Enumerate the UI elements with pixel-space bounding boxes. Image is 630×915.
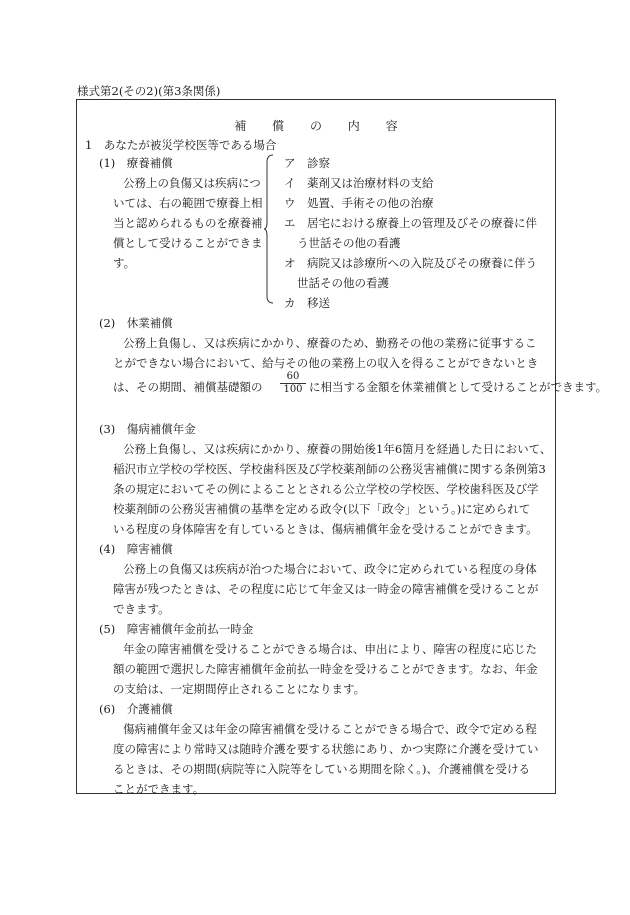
brace-icon (264, 154, 274, 304)
item6-line: 傷病補償年金又は年金の障害補償を受けることができる場合で、政令で定める程 (123, 722, 537, 736)
item4-line: 公務上の負傷又は疾病が治つた場合において、政令に定められている程度の身体 (123, 562, 537, 576)
item3-line: いる程度の身体障害を有しているときは、傷病補償年金を受けることができます。 (113, 522, 538, 536)
item1-desc-line: す。 (113, 256, 136, 270)
item-title-3: (3) 傷病補償年金 (99, 422, 196, 436)
item6-line: ことができます。 (113, 782, 205, 796)
item1-desc-line: いては、右の範囲で療養上相 (113, 196, 263, 210)
item-title-4: (4) 障害補償 (99, 542, 173, 556)
section-heading: 1 あなたが被災学校医等である場合 (85, 138, 277, 152)
content-frame (76, 99, 608, 796)
item2-line: 公務上負傷し、又は疾病にかかり、療養のため、勤務その他の業務に従事するこ (123, 336, 537, 350)
list-item: う世話その他の看護 (297, 236, 401, 250)
page-title: 補 償 の 内 容 (234, 119, 398, 133)
list-item: オ 病院又は診療所への入院及びその療養に伴う (284, 256, 537, 270)
item4-line: 障害が残つたときは、その程度に応じて年金又は一時金の障害補償を受けることが (113, 582, 539, 596)
list-item: イ 薬剤又は治療材料の支給 (284, 176, 434, 190)
list-item: 世話その他の看護 (297, 276, 389, 290)
fraction-numerator: 60 (280, 371, 306, 384)
item5-line: 年金の障害補償を受けることができる場合は、申出により、障害の程度に応じた (123, 642, 537, 656)
fraction-denominator: 100 (283, 384, 303, 395)
item1-desc-line: 当と認められるものを療養補 (113, 216, 263, 230)
fraction (280, 371, 306, 396)
item2-line: は、その期間、補償基礎額の (113, 380, 263, 394)
item1-desc-line: 償として受けることができま (113, 236, 263, 250)
item-title-5: (5) 障害補償年金前払一時金 (99, 622, 254, 636)
item3-line: 条の規定においてその例によることとされる公立学校の学校医、学校歯科医及び学 (113, 482, 539, 496)
item1-desc-line: 公務上の負傷又は疾病につ (123, 176, 261, 190)
item3-line: 稲沢市立学校の学校医、学校歯科医及び学校薬剤師の公務災害補償に関する条例第3 (113, 462, 546, 476)
list-item: ア 診察 (284, 156, 330, 170)
item3-line: 校薬剤師の公務災害補償の基準を定める政令(以下「政令」という。)に定められて (113, 502, 531, 516)
item5-line: 額の範囲で選択した障害補償年金前払一時金を受けることができます。なお、年金 (113, 662, 538, 676)
list-item: ウ 処置、手術その他の治療 (284, 196, 434, 210)
item6-line: るときは、その期間(病院等に入院等をしている期間を除く。)、介護補償を受ける (113, 762, 530, 776)
item2-line: とができない場合において、給与その他の業務上の収入を得ることができないとき (113, 356, 539, 370)
item-title-1: (1) 療養補償 (99, 156, 173, 170)
item3-line: 公務上負傷し、又は疾病にかかり、療養の開始後1年6箇月を経過した日において、 (123, 442, 552, 456)
item-title-2: (2) 休業補償 (99, 316, 173, 330)
list-item: カ 移送 (284, 296, 330, 310)
form-number: 様式第2(その2)(第3条関係) (77, 84, 221, 98)
list-item: エ 居宅における療養上の管理及びその療養に伴 (284, 216, 537, 230)
item5-line: の支給は、一定期間停止されることになります。 (113, 682, 366, 696)
item-title-6: (6) 介護補償 (99, 702, 173, 716)
item6-line: 度の障害により常時又は随時介護を要する状態にあり、かつ実際に介護を受けてい (113, 742, 539, 756)
item2-line: に相当する金額を休業補償として受けることができます。 (309, 380, 608, 394)
item4-line: できます。 (113, 602, 170, 616)
